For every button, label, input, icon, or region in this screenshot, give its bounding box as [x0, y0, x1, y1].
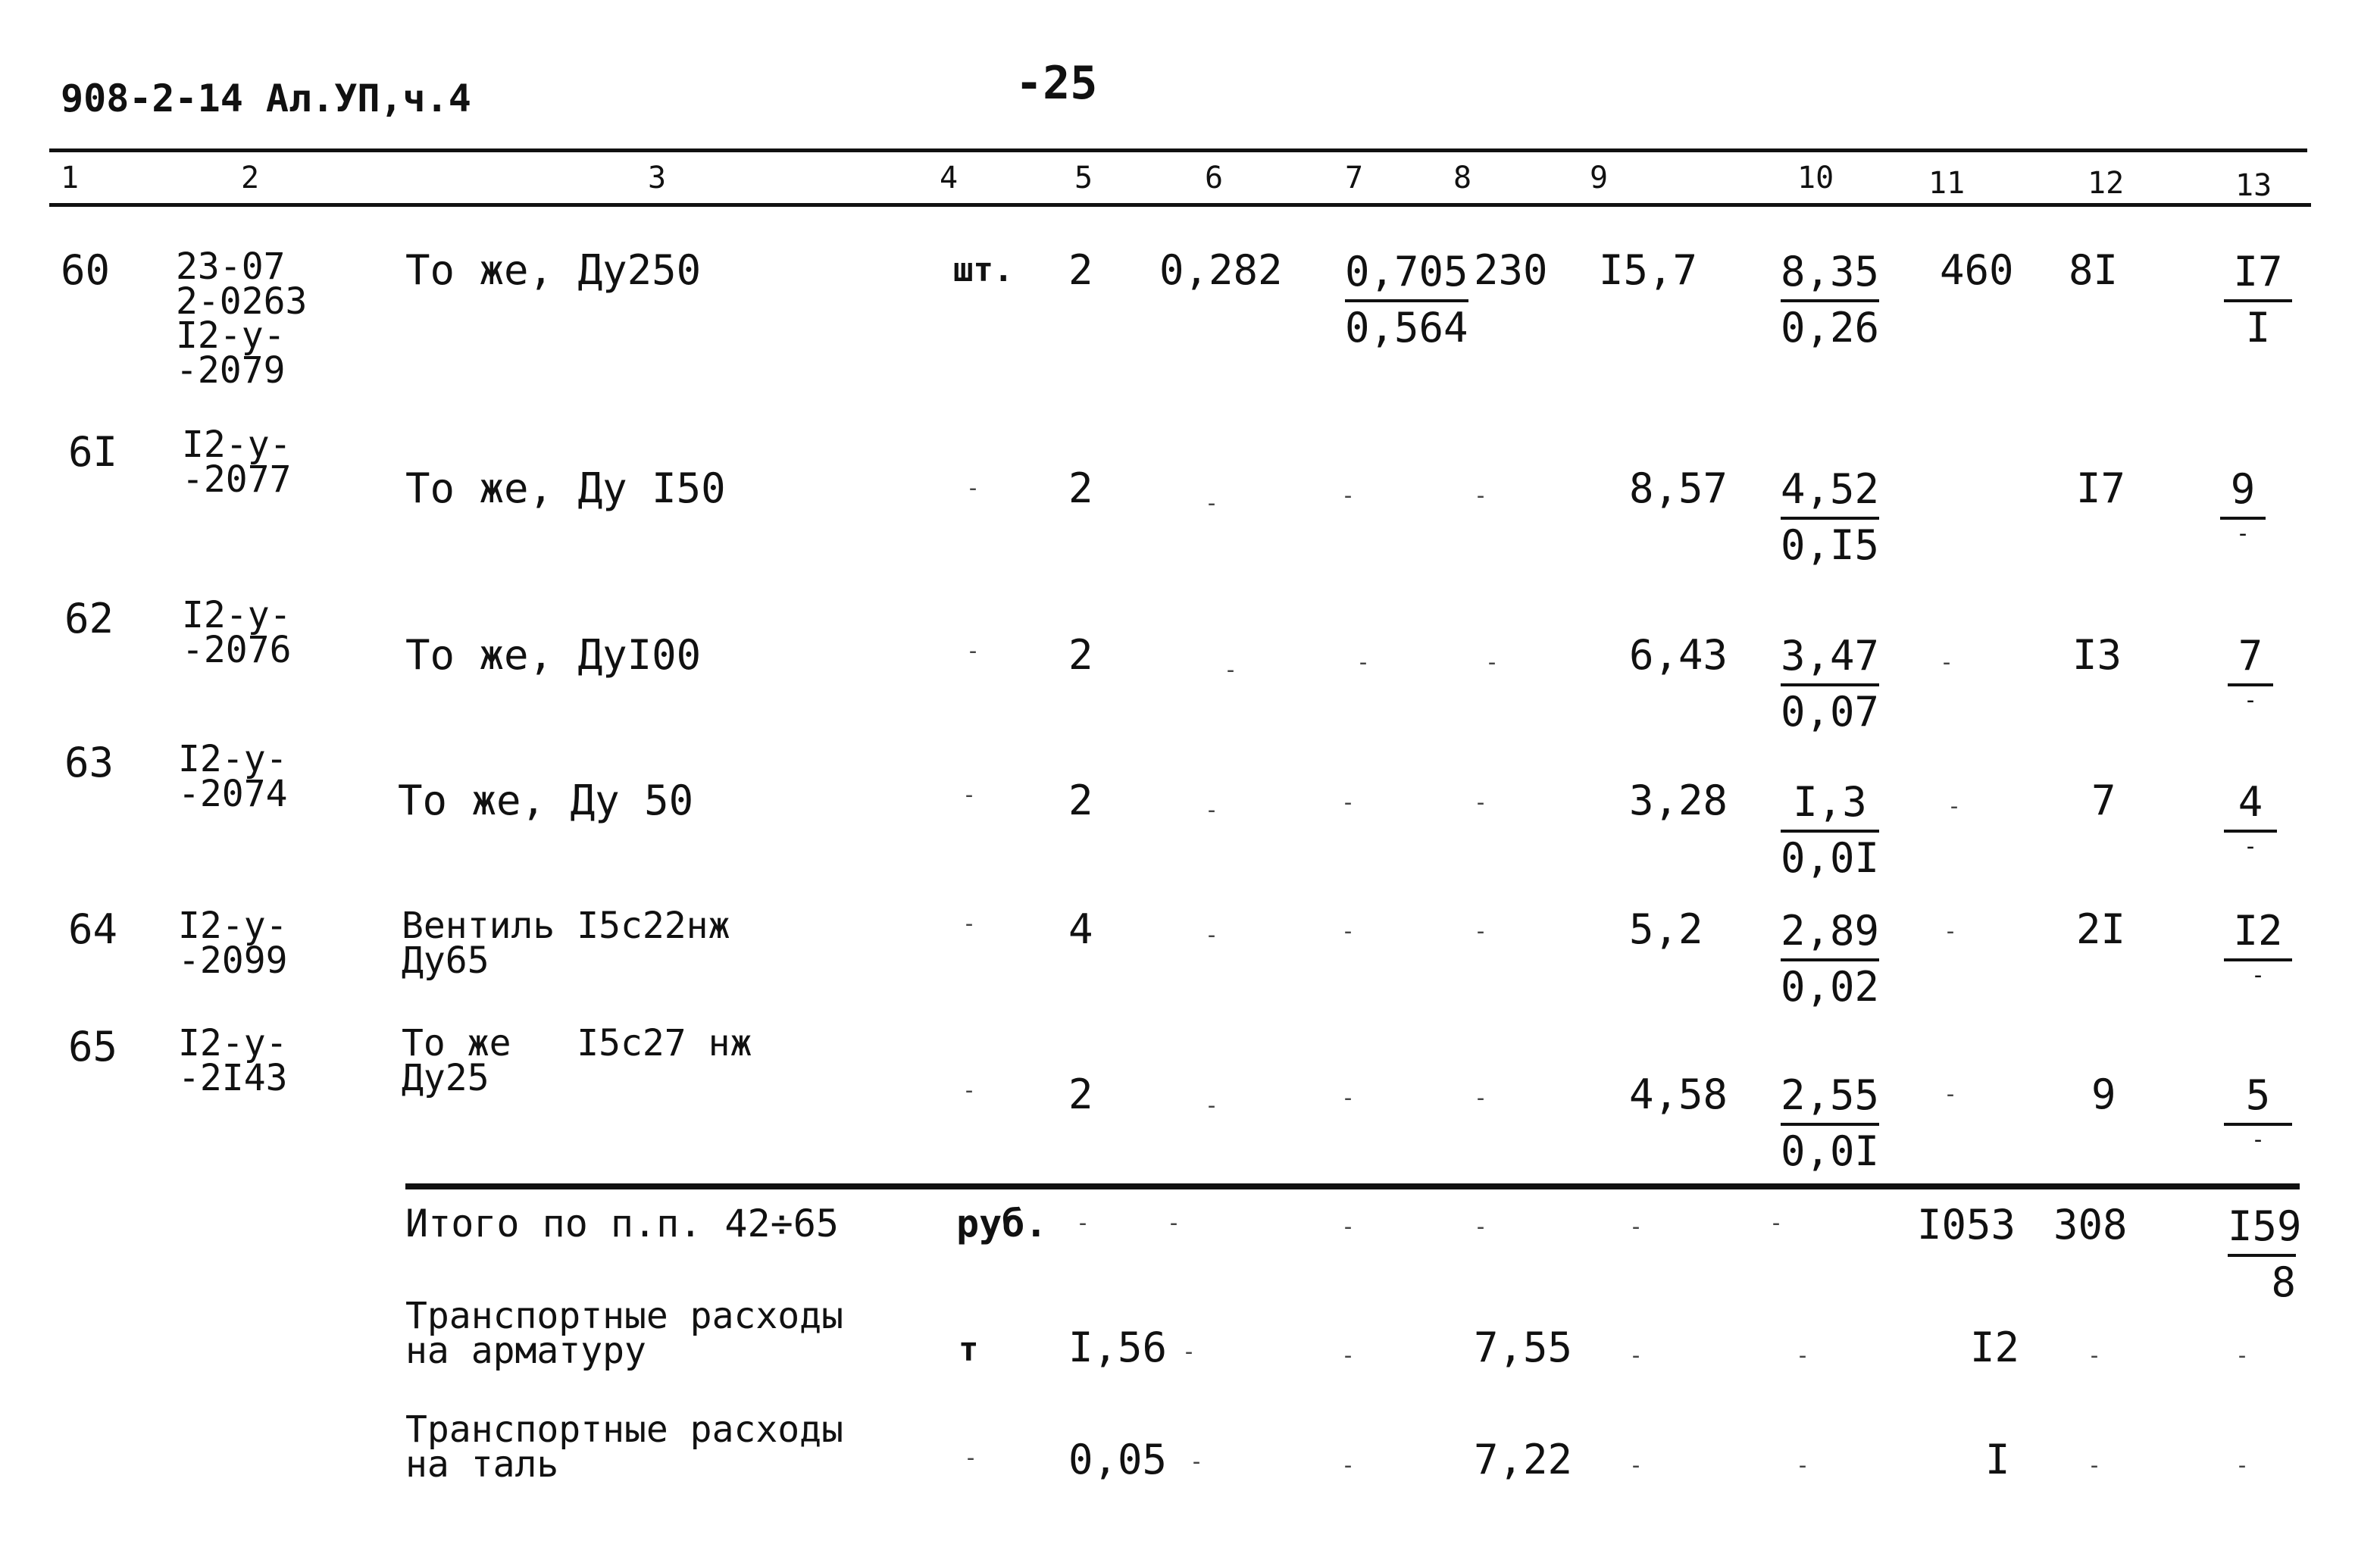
transport-hoist-c12: - [2088, 1452, 2102, 1479]
total-c13-top: I59 [2228, 1201, 2296, 1257]
totals-rule [405, 1183, 2300, 1189]
row-65-c8: - [1474, 1085, 1488, 1111]
row-62-c7: - [1356, 649, 1371, 676]
row-60-unit: шт. [953, 251, 1014, 289]
row-60-qty: 2 [1068, 246, 1093, 294]
row-60-name: То же, Ду250 [405, 246, 702, 294]
row-63-c10-bottom: 0,0I [1781, 833, 1880, 882]
row-60-c7-top: 0,705 [1345, 246, 1468, 302]
total-c11: I053 [1917, 1201, 2016, 1249]
row-61-code: I2-у- -2077 [182, 424, 292, 501]
row-60-c12: 8I [2069, 246, 2119, 294]
row-62-c10-top: 3,47 [1781, 630, 1879, 686]
row-62-c12: I3 [2072, 631, 2122, 679]
row-60-num: 60 [61, 246, 111, 294]
row-62-unit: - [966, 638, 980, 664]
row-64-c6: - [1205, 922, 1219, 949]
row-61-qty: 2 [1068, 464, 1093, 512]
row-65-c6: - [1205, 1092, 1219, 1119]
transport-fittings-c8: 7,55 [1474, 1324, 1573, 1371]
row-61-c10 [1781, 464, 1879, 570]
row-61-c13 [2220, 464, 2266, 548]
row-60-c9: I5,7 [1599, 246, 1698, 294]
row-63-c13-bottom: - [2243, 833, 2258, 860]
row-65-num: 65 [68, 1023, 118, 1071]
row-61-c9: 8,57 [1629, 464, 1728, 512]
total-c12: 308 [2053, 1201, 2128, 1249]
row-65-c9: 4,58 [1629, 1071, 1728, 1118]
row-62-num: 62 [64, 595, 114, 642]
col-header-11: 11 [1928, 166, 1966, 201]
row-64-code: I2-у- -2099 [178, 905, 288, 982]
row-65-c13-bottom: - [2250, 1126, 2266, 1153]
transport-fittings-c10: - [1796, 1343, 1810, 1369]
total-qty: - [1076, 1210, 1090, 1236]
total-c6: - [1167, 1210, 1181, 1236]
row-65-c7: - [1341, 1085, 1356, 1111]
col-header-13: 13 [2235, 168, 2272, 203]
row-61-num: 6I [68, 428, 118, 476]
col-header-8: 8 [1453, 161, 1472, 195]
total-c13-bottom: 8 [2271, 1258, 2296, 1306]
row-62-c9: 6,43 [1629, 631, 1728, 679]
row-65-code: I2-у- -2I43 [178, 1022, 288, 1099]
row-60-c10-bottom: 0,26 [1781, 303, 1880, 352]
transport-hoist-c9: - [1629, 1452, 1643, 1479]
transport-hoist-c13: - [2235, 1452, 2250, 1479]
row-64-c10 [1781, 905, 1879, 1012]
row-64-c10-bottom: 0,02 [1781, 962, 1880, 1011]
transport-hoist-c8: 7,22 [1474, 1436, 1573, 1483]
total-name: Итого по п.п. 42÷65 [405, 1202, 839, 1246]
transport-hoist-qty: 0,05 [1068, 1436, 1168, 1483]
row-63-code: I2-у- -2074 [178, 738, 288, 815]
transport-fittings-c13: - [2235, 1343, 2250, 1369]
row-60-c8: 230 [1474, 246, 1548, 294]
total-c7: - [1341, 1214, 1356, 1240]
row-62-qty: 2 [1068, 631, 1093, 679]
row-63-name: То же, Ду 50 [398, 777, 694, 824]
row-62-c10 [1781, 630, 1879, 737]
row-64-name: Вентиль I5с22нж Ду65 [402, 905, 730, 982]
row-63-c12: 7 [2091, 777, 2116, 824]
transport-hoist-unit: - [964, 1445, 978, 1471]
transport-fittings-c11: I2 [1970, 1324, 2020, 1371]
row-61-c6: - [1205, 490, 1219, 517]
row-64-qty: 4 [1068, 905, 1093, 953]
row-60-c13 [2224, 246, 2292, 353]
transport-fittings-qty: I,56 [1068, 1324, 1168, 1371]
row-62-c13 [2228, 630, 2273, 714]
row-64-c10-top: 2,89 [1781, 905, 1879, 961]
total-unit: руб. [956, 1202, 1048, 1246]
row-62-name: То же, ДуI00 [405, 631, 702, 679]
row-60-c13-top: I7 [2224, 246, 2292, 302]
row-63-c6: - [1205, 797, 1219, 824]
row-62-c8: - [1485, 649, 1500, 676]
transport-fittings-c7: - [1341, 1343, 1356, 1369]
row-62-c13-top: 7 [2228, 630, 2273, 686]
total-c13 [2228, 1201, 2302, 1308]
col-header-10: 10 [1797, 161, 1834, 195]
transport-fittings-c9: - [1629, 1343, 1643, 1369]
row-61-c10-bottom: 0,I5 [1781, 520, 1880, 569]
transport-hoist-c10: - [1796, 1452, 1810, 1479]
row-61-c13-top: 9 [2220, 464, 2266, 520]
row-65-c13-top: 5 [2224, 1070, 2292, 1126]
page-number: -25 [1015, 57, 1098, 110]
row-62-code: I2-у- -2076 [182, 594, 292, 671]
row-63-c10 [1781, 777, 1879, 883]
transport-fittings-unit: т [959, 1330, 979, 1369]
col-header-12: 12 [2088, 166, 2125, 201]
col-header-5: 5 [1074, 161, 1093, 195]
total-c9: - [1629, 1214, 1643, 1240]
transport-hoist-name: Транспортные расходы на таль [405, 1408, 843, 1486]
row-61-c10-top: 4,52 [1781, 464, 1879, 520]
row-63-c13-top: 4 [2224, 777, 2277, 833]
row-64-c11: - [1944, 918, 1958, 945]
row-61-c12: I7 [2076, 464, 2126, 512]
row-64-c12: 2I [2076, 905, 2126, 953]
col-header-3: 3 [648, 161, 667, 195]
row-63-c9: 3,28 [1629, 777, 1728, 824]
transport-fittings-c6: - [1182, 1339, 1196, 1365]
row-64-c13-top: I2 [2224, 905, 2292, 961]
transport-hoist-c11: I [1985, 1436, 2010, 1483]
row-65-c11: - [1944, 1081, 1958, 1108]
row-65-unit: - [962, 1077, 977, 1104]
col-header-1: 1 [61, 161, 80, 195]
total-c8: - [1474, 1214, 1488, 1240]
row-64-unit: - [962, 911, 977, 937]
row-62-c10-bottom: 0,07 [1781, 687, 1880, 736]
row-65-c12: 9 [2091, 1071, 2116, 1118]
col-header-9: 9 [1590, 161, 1609, 195]
row-62-c13-bottom: - [2243, 686, 2258, 714]
row-61-c13-bottom: - [2235, 520, 2250, 547]
row-61-name: То же, Ду I50 [405, 464, 726, 512]
col-header-7: 7 [1345, 161, 1364, 195]
row-65-c10-top: 2,55 [1781, 1070, 1879, 1126]
row-64-c13 [2224, 905, 2292, 989]
row-60-c10-top: 8,35 [1781, 246, 1879, 302]
row-64-c9: 5,2 [1629, 905, 1703, 953]
row-63-num: 63 [64, 739, 114, 786]
transport-hoist-c6: - [1190, 1449, 1204, 1475]
row-65-qty: 2 [1068, 1071, 1093, 1118]
row-63-qty: 2 [1068, 777, 1093, 824]
row-64-c13-bottom: - [2250, 961, 2266, 989]
row-60-c7-bottom: 0,564 [1345, 303, 1468, 352]
row-63-c10-top: I,3 [1781, 777, 1879, 833]
col-header-2: 2 [241, 161, 260, 195]
row-60-c10 [1781, 246, 1879, 353]
row-62-c6: - [1224, 657, 1238, 683]
row-63-c8: - [1474, 789, 1488, 816]
row-60-c11: 460 [1940, 246, 2014, 294]
row-65-c13 [2224, 1070, 2292, 1154]
row-63-unit: - [962, 782, 977, 808]
row-61-c7: - [1341, 483, 1356, 509]
row-62-c11: - [1940, 649, 1954, 676]
header-bottom-rule [49, 203, 2311, 207]
row-63-c13 [2224, 777, 2277, 861]
row-61-c8: - [1474, 483, 1488, 509]
row-63-c7: - [1341, 789, 1356, 816]
total-c10: - [1769, 1210, 1784, 1236]
row-61-unit: - [966, 475, 980, 502]
row-60-c7 [1345, 246, 1468, 353]
row-65-name: То же I5с27 нж Ду25 [402, 1022, 752, 1099]
row-65-c10-bottom: 0,0I [1781, 1127, 1880, 1175]
row-60-c6: 0,282 [1159, 246, 1283, 294]
row-65-c10 [1781, 1070, 1879, 1177]
header-top-rule [49, 148, 2307, 152]
row-64-c7: - [1341, 918, 1356, 945]
row-60-c13-bottom: I [2245, 303, 2271, 352]
document-code: 908-2-14 Ал.УП,ч.4 [61, 77, 471, 120]
row-60-code: 23-07 2-0263 I2-у- -2079 [176, 245, 308, 392]
row-64-c8: - [1474, 918, 1488, 945]
col-header-6: 6 [1205, 161, 1224, 195]
row-63-c11: - [1947, 793, 1962, 820]
col-header-4: 4 [940, 161, 959, 195]
transport-fittings-name: Транспортные расходы на арматуру [405, 1295, 843, 1372]
transport-fittings-c12: - [2088, 1343, 2102, 1369]
transport-hoist-c7: - [1341, 1452, 1356, 1479]
row-64-num: 64 [68, 905, 118, 953]
